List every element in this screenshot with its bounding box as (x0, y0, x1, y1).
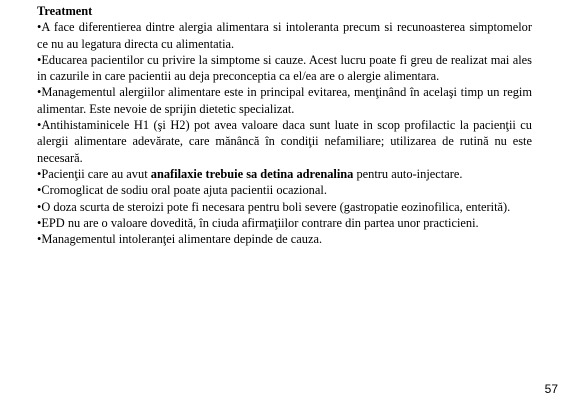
list-item-text: A face diferentierea dintre alergia alimentara si intoleranta precum si recunoasterea simptomelor ce nu au legatura directa cu alimentatia. (37, 20, 532, 51)
section-heading: Treatment (37, 4, 93, 18)
list-item-text: O doza scurta de steroizi pote fi necesara pentru boli severe (gastropatie eozinofilica, enterită). (41, 199, 511, 214)
page-number: 57 (544, 382, 558, 396)
bullet-icon: • (37, 52, 42, 67)
list-item-text: Managementul alergiilor alimentare este in principal evitarea, menţinând în acelaşi timp un regim alimentar. Este nevoie de sprijin dietetic specializat. (37, 85, 532, 116)
bullet-icon: • (37, 215, 42, 230)
bullet-icon: • (37, 166, 42, 181)
bullet-icon: • (37, 232, 42, 247)
list-item (37, 231, 532, 247)
list-item (37, 19, 532, 52)
list-item (37, 84, 532, 117)
list-item (37, 215, 532, 231)
list-item-text-emphasis: anafilaxie trebuie sa detina adrenalina (150, 166, 354, 181)
bullet-icon: • (37, 118, 42, 133)
treatment-list (37, 19, 532, 247)
list-item-text-before: Pacienţii care au avut (41, 166, 151, 181)
slide-content (37, 3, 532, 247)
bullet-icon: • (37, 199, 42, 214)
list-item-text: Antihistaminicele H1 (şi H2) pot avea valoare daca sunt luate in scop profilactic la pacienţii cu alergii alimentare adevărate, care mănâncă în condiţii nefamiliare; utilizarea de rutină nu este necesară. (37, 118, 532, 165)
list-item (37, 117, 532, 166)
bullet-icon: • (37, 85, 42, 100)
list-item-text: EPD nu are o valoare dovedită, în ciuda afirmaţiilor contrare din partea unor practicieni. (41, 215, 479, 230)
list-item-text-after: pentru auto-injectare. (353, 166, 463, 181)
bullet-icon: • (37, 20, 42, 35)
list-item (37, 199, 532, 215)
list-item (37, 52, 532, 85)
list-item-text: Managementul intoleranţei alimentare depinde de cauza. (41, 232, 323, 247)
bullet-icon: • (37, 183, 42, 198)
list-item (37, 166, 532, 182)
list-item-text: Educarea pacientilor cu privire la simptome si cauze. Acest lucru poate fi greu de realizat mai ales in cazurile in care pacientii au deja preconceptia ca el/ea are o alergie alimentara. (37, 52, 532, 84)
list-item-text: Cromoglicat de sodiu oral poate ajuta pacientii ocazional. (41, 183, 327, 198)
list-item (37, 182, 532, 198)
